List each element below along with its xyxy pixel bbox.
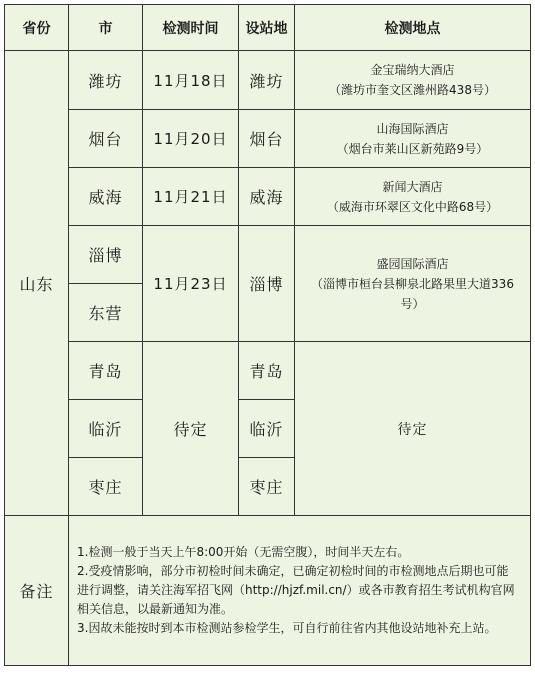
city-cell: 东营 bbox=[69, 284, 143, 342]
place-cell bbox=[295, 110, 531, 168]
city-cell: 烟台 bbox=[69, 110, 143, 168]
table-row bbox=[5, 168, 531, 226]
inspection-schedule-table bbox=[4, 4, 531, 666]
header-place: 检测地点 bbox=[295, 5, 531, 51]
city-cell: 威海 bbox=[69, 168, 143, 226]
table-row bbox=[5, 51, 531, 110]
city-cell: 枣庄 bbox=[69, 458, 143, 516]
place-name: 山海国际酒店 bbox=[376, 121, 449, 136]
station-cell: 威海 bbox=[239, 168, 295, 226]
time-cell: 11月21日 bbox=[143, 168, 239, 226]
city-cell: 青岛 bbox=[69, 342, 143, 400]
station-cell: 临沂 bbox=[239, 400, 295, 458]
place-address: （潍坊市奎文区潍州路438号） bbox=[329, 83, 496, 97]
note-item: 1.检测一般于当天上午8:00开始（无需空腹），时间半天左右。 bbox=[77, 545, 410, 559]
place-address: （淄博市桓台县柳泉北路果里大道336号） bbox=[311, 276, 514, 311]
place-name: 新闻大酒店 bbox=[382, 179, 443, 194]
table-row bbox=[5, 342, 531, 400]
province-cell: 山东 bbox=[5, 51, 69, 516]
station-cell: 青岛 bbox=[239, 342, 295, 400]
time-cell: 11月18日 bbox=[143, 51, 239, 110]
place-address: （烟台市莱山区新苑路9号） bbox=[336, 141, 489, 156]
place-address: （威海市环翠区文化中路68号） bbox=[326, 199, 499, 214]
header-province: 省份 bbox=[5, 5, 69, 51]
station-cell: 潍坊 bbox=[239, 51, 295, 110]
station-cell: 淄博 bbox=[239, 226, 295, 342]
station-cell: 烟台 bbox=[239, 110, 295, 168]
note-item: 2.受疫情影响，部分市初检时间未确定，已确定初检时间的市检测地点后期也可能进行调整，请关注海军招飞网（http://hjzf.mil.cn/）或各市教育招生考试机构官网相关信息，以最新通知为准。 bbox=[77, 564, 515, 616]
place-cell bbox=[295, 168, 531, 226]
place-name: 盛园国际酒店 bbox=[376, 256, 449, 271]
place-cell bbox=[295, 51, 531, 110]
time-cell: 待定 bbox=[143, 342, 239, 516]
city-cell: 临沂 bbox=[69, 400, 143, 458]
table-row bbox=[5, 110, 531, 168]
place-cell bbox=[295, 226, 531, 342]
time-cell: 11月23日 bbox=[143, 226, 239, 342]
notes-label: 备注 bbox=[5, 516, 69, 666]
city-cell: 潍坊 bbox=[69, 51, 143, 110]
header-time: 检测时间 bbox=[143, 5, 239, 51]
schedule-document bbox=[4, 4, 531, 666]
time-cell: 11月20日 bbox=[143, 110, 239, 168]
note-item: 3.因故未能按时到本市检测站参检学生，可自行前往省内其他设站地补充上站。 bbox=[77, 621, 497, 635]
header-station: 设站地 bbox=[239, 5, 295, 51]
city-cell: 淄博 bbox=[69, 226, 143, 284]
header-city: 市 bbox=[69, 5, 143, 51]
header-row bbox=[5, 5, 531, 51]
table-row bbox=[5, 226, 531, 284]
place-cell: 待定 bbox=[295, 342, 531, 516]
notes-row bbox=[5, 516, 531, 666]
place-name: 金宝瑞纳大酒店 bbox=[370, 63, 455, 77]
notes-content bbox=[69, 516, 531, 666]
station-cell: 枣庄 bbox=[239, 458, 295, 516]
